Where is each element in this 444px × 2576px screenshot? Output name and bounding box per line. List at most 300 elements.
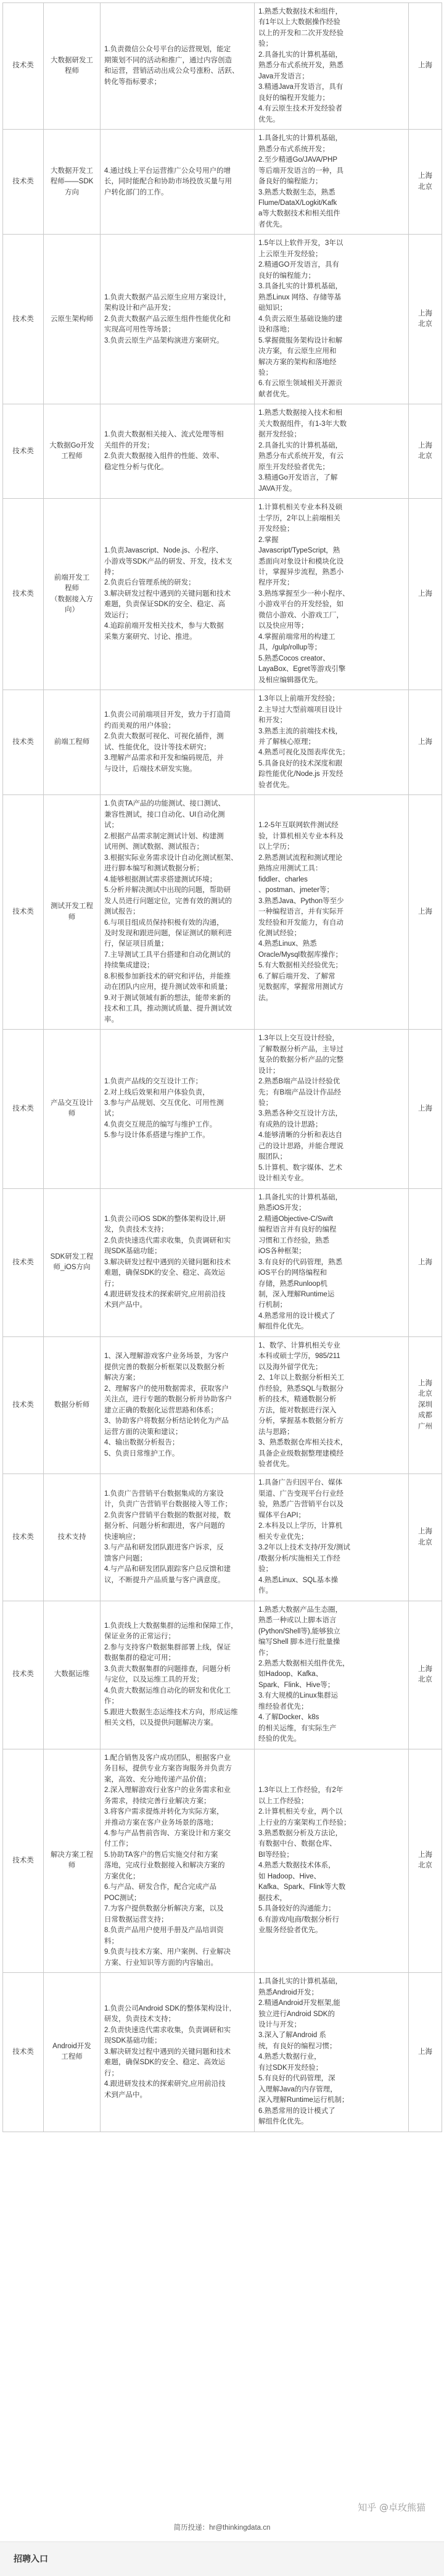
requirement-line: 业服务经验者优先。 [258, 1927, 323, 1935]
job-table-body [3, 3, 442, 2132]
requirement-line: 关大数据组件，有1-3年大数 [258, 420, 347, 428]
job-duties-cell [101, 1030, 255, 1189]
duty-line: 据分析、问题分析和跟进，客户问题的 [104, 1522, 225, 1530]
requirement-line: 3.有良好的代码管理，熟悉 [258, 1258, 343, 1266]
footer-top [0, 2483, 444, 2543]
job-duties-cell [101, 1973, 255, 2132]
duty-line: 3.解决研发过程中遇到的关键问题和技术 [104, 1258, 231, 1266]
job-title-cell [44, 404, 101, 499]
duty-line: 行； [104, 1280, 118, 1288]
job-duties-cell [101, 795, 255, 1030]
requirement-line: 小游戏平台的开发经验，如 [258, 601, 343, 609]
job-title-cell [44, 690, 101, 795]
job-location-cell [409, 1601, 442, 1749]
requirement-line: Oracle/Mysql数据库操作； [258, 951, 343, 959]
duty-line: 试、性能优化，设计等技术研究； [104, 743, 211, 751]
requirement-line: 法与思路； [258, 1428, 294, 1436]
requirement-line: 3.深入了解Android 系 [258, 2032, 326, 2040]
duty-line: 2.负责客户营销平台数据的数据对接，数 [104, 1511, 231, 1519]
job-duties-cell [101, 130, 255, 235]
job-row [3, 3, 442, 130]
requirement-line: 熟悉分布式系统开发； [258, 145, 329, 153]
requirement-line: 1.计算机相关专业本科及硕 [258, 504, 343, 512]
duty-line: 行，保证项目质量； [104, 940, 168, 948]
requirement-line: 5.具备良好的技术深度和跟 [258, 759, 343, 767]
duty-line: 1.负责公司Android SDK的整体架构设计, [104, 2004, 231, 2012]
job-title-line: 大数据Go开发 [49, 441, 94, 449]
job-title-line: 大数据开发工 [51, 167, 93, 175]
requirement-line: 士学历，2年以上前端相关 [258, 514, 340, 522]
duty-line: 解决方案； [104, 1374, 140, 1382]
requirement-line: 渠道、广告变现平台行业经 [258, 1490, 343, 1498]
job-row [3, 499, 442, 690]
job-title-cell [44, 1030, 101, 1189]
duty-line: 难题，负责保证SDK的安全、稳定、高 [104, 601, 226, 609]
duty-line: 2、理解客户的使用数据需求，获取客户 [104, 1385, 229, 1393]
duty-line: 与设计，后端技术研发实施。 [104, 765, 197, 773]
requirement-line: 1.2-5年互联网软件测试经 [258, 822, 339, 830]
requirement-line: 2.计算机相关专业，两个以 [258, 1808, 343, 1816]
requirement-line: 4.熟悉Linux、熟悉 [258, 940, 317, 948]
duty-line: 建立正确的数据化运营思路和体系； [104, 1406, 218, 1414]
requirement-line: 踪性能优化/Node.js 开发经 [258, 770, 343, 778]
requirement-line: 发经验和开发能力，有自动 [258, 919, 343, 927]
duty-line: 5.参与设计体系搭建与维护工作。 [104, 1132, 210, 1140]
requirement-line: LayaBox、Egret等游戏引擎 [258, 665, 346, 673]
duty-line: 案，高效、充分地传递产品价值； [104, 1775, 211, 1783]
job-title-cell [44, 1973, 101, 2132]
requirement-line: 析的技术，精通数据分析 [258, 1396, 337, 1404]
requirement-line: 有成熟的设计思路； [258, 1120, 323, 1128]
location-line: 北京 [418, 1676, 432, 1684]
requirement-line: 悉面向对象设计和模块化设 [258, 557, 343, 565]
requirement-line: 6.了解后端开发、了解常 [258, 972, 335, 980]
job-row [3, 1336, 442, 1474]
requirement-line: 如 Hadoop、Hive、 [258, 1872, 321, 1880]
job-title-line: （数据接入方 [51, 595, 93, 603]
duty-line: 付工作； [104, 1840, 133, 1848]
job-title-line: 程师 [65, 585, 79, 593]
duty-line: 测试报告； [104, 908, 140, 916]
duty-line: 1.负责产品线的交互设计工作； [104, 1078, 203, 1086]
duty-line: 2.负责快速迭代需求收集，负责调研和实 [104, 1236, 231, 1244]
job-title-line: 方向 [65, 188, 79, 196]
job-requirements-cell [255, 1973, 409, 2132]
duty-line: 4.能够根据测试需求搭建测试环境； [104, 875, 217, 883]
job-requirements-cell [255, 1188, 409, 1336]
job-title-line: 师 [68, 913, 76, 921]
requirement-line: 复杂的数据分析产品的完整 [258, 1056, 343, 1064]
job-title-cell [44, 1336, 101, 1474]
job-location-cell [409, 499, 442, 690]
duty-line: 1.负责大数据相关接入、流式处理等相 [104, 431, 224, 439]
duty-line: 1.负责公司iOS SDK的整体架构设计,研 [104, 1215, 226, 1223]
duty-line: 户转化部门的工作。 [104, 188, 168, 196]
requirement-line: 微信小游戏、小游戏工厂， [258, 611, 343, 619]
duty-line: 关组件的开发； [104, 441, 154, 449]
requirement-line: 计，掌握异步流程，熟悉小 [258, 568, 343, 576]
requirement-line: 据技术， [258, 1894, 287, 1902]
duty-line: 与定位，以及运维工具的开发； [104, 1676, 204, 1684]
duty-line: 3.负责云原生产品架构演进方案研究。 [104, 336, 224, 344]
duty-line: 3.解决研发过程中遇到的关键问题和技术 [104, 590, 231, 598]
job-requirements-cell [255, 1030, 409, 1189]
duty-line: 架构设计和产品开发； [104, 304, 175, 312]
job-title-line: 师 [68, 1862, 76, 1870]
location-line: 上海 [418, 2048, 432, 2056]
duty-line: 现SDK基础功能； [104, 1248, 162, 1256]
requirement-line: 媒体平台API； [258, 1511, 306, 1519]
requirement-line: 2.精通Android开发框架,能 [258, 1999, 340, 2007]
job-title-line: 工程师 [61, 452, 83, 461]
requirement-line: 6.有云原生领域相关开源贡 [258, 380, 343, 388]
duty-line: 长，同时能配合和协助市场投放买量与用 [104, 178, 232, 186]
duty-line: 术到产品中。 [104, 1301, 147, 1309]
requirement-line: a等大数据技术和相关组件 [258, 210, 340, 218]
job-category-cell: 技术类 [3, 1474, 44, 1601]
duty-line: 2.负责大数据接入组件的性能、效率、 [104, 452, 224, 461]
duty-line: 快速响应； [104, 1533, 140, 1541]
duty-line: 1.负责大数据产品云原生应用方案设计， [104, 293, 231, 301]
job-category-cell: 技术类 [3, 1749, 44, 1972]
requirement-line: 4.了解Docker、k8s [258, 1714, 319, 1722]
requirement-line: 了解数据分析产品，主导过 [258, 1045, 343, 1053]
job-location-cell [409, 795, 442, 1030]
requirement-line: 2.熟悉测试流程和测试理论 [258, 854, 343, 862]
requirement-line: 以及快应用等； [258, 622, 308, 630]
location-line: 北京 [418, 320, 432, 328]
duty-line: 兼容性测试，接口自动化、UI自动化测 [104, 811, 225, 819]
job-requirements-cell [255, 1601, 409, 1749]
duty-line: 6.与产品、研发合作，配合完成产品 [104, 1883, 217, 1891]
requirement-line: 己的设计思路，并能合理说 [258, 1142, 343, 1150]
job-requirements-cell [255, 3, 409, 130]
duty-line: 馈客户问题； [104, 1554, 147, 1562]
job-category-cell: 技术类 [3, 1336, 44, 1474]
requirement-line: 等后端开发语言的一种，具 [258, 167, 343, 175]
requirement-line: 2、1年以上数据分析相关工 [258, 1374, 345, 1382]
duty-line: 4.负责交互规范的编写与维护工作。 [104, 1120, 217, 1128]
requirement-line: 5.具备较好的沟通能力； [258, 1905, 335, 1913]
duty-line: 小游戏等SDK产品的研发、开发，技术支 [104, 557, 232, 565]
job-title-line: 解决方案工程 [51, 1851, 93, 1859]
requirement-line: iOS各种框架； [258, 1248, 306, 1256]
duty-line: 议，不断提升产品质量与客户满意度。 [104, 1576, 225, 1584]
recruitment-entry-link[interactable]: 招聘入口 [14, 2553, 48, 2564]
duty-line: 持续集成建设； [104, 962, 154, 970]
requirement-line: 作； [258, 1649, 273, 1657]
requirement-line: 具，/gulp/rollup等； [258, 644, 322, 652]
job-title-line: 大数据研发工 [51, 56, 93, 64]
requirement-line: 习惯和工作经验，熟悉 [258, 1236, 329, 1244]
requirement-line: 有过SDK开发经验； [258, 2064, 323, 2072]
duty-line: 2.负责大数据可视化、可视化插件，测 [104, 733, 224, 741]
requirement-line: 上行业的方案架构工作经验； [258, 1819, 351, 1827]
requirement-line: 良好的编程开发能力； [258, 94, 329, 102]
job-requirements-cell [255, 1749, 409, 1972]
job-location-cell [409, 235, 442, 404]
duty-line: 2.根据产品需求制定测试计划、构建测 [104, 832, 224, 840]
duty-line: 5.协助TA客户的售后实施交付和方案 [104, 1851, 218, 1859]
requirement-line: 以上工作经验； [258, 1797, 308, 1805]
duty-line: 4、输出数据分析报告； [104, 1439, 179, 1447]
requirement-line: 3.熟悉大数据生态，熟悉 [258, 188, 335, 196]
requirement-line: 3.具备扎实的计算机基础， [258, 283, 343, 291]
requirement-line: 统，有良好的编程习惯； [258, 2042, 337, 2050]
requirement-line: 3.熟悉各种交互设计方法， [258, 1110, 343, 1118]
duty-line: 4.追踪前端开发相关技术，参与大数据 [104, 622, 224, 630]
duty-line: 务需求，持续完善行业解决方案； [104, 1797, 211, 1805]
duty-line: 1.负责公司前端项目开发，致力于打造简 [104, 711, 231, 719]
requirement-line: 熟悉Android开发； [258, 1988, 319, 1996]
duty-line: 务目标，提供专业方案咨询服务并负责方 [104, 1765, 232, 1773]
job-row [3, 235, 442, 404]
job-duties-cell [101, 404, 255, 499]
duty-line: 2.深入理解游戏行业客户的业务需求和业 [104, 1786, 231, 1794]
requirement-line: 2.本科及以上学历，计算机 [258, 1522, 343, 1530]
requirement-line: BI等经验； [258, 1851, 294, 1859]
requirement-line: 5.熟悉Cocos creator、 [258, 654, 330, 662]
job-requirements-cell [255, 499, 409, 690]
location-line: 北京 [418, 452, 432, 461]
requirement-line: 1.熟悉大数据接入技术和相 [258, 409, 343, 417]
requirement-line: 良好的编程能力； [258, 272, 315, 280]
requirement-line: 并了解核心原理； [258, 738, 315, 746]
requirement-line: 3、熟悉数据仓库相关技术， [258, 1439, 348, 1447]
requirement-line: 献者优先。 [258, 390, 294, 398]
duty-line: 4.通过线上平台运营推广公众号用户的增 [104, 167, 231, 175]
job-table [2, 2, 442, 2132]
job-category-cell: 技术类 [3, 404, 44, 499]
job-title-line: SDK研发工程 [50, 1253, 94, 1261]
requirement-line: 1.熟悉大数据技术和组件， [258, 8, 343, 15]
job-title-line: 产品交互设计 [51, 1099, 93, 1107]
requirement-line: 解组件化优先。 [258, 1323, 308, 1331]
duty-line: 试； [104, 1110, 118, 1118]
requirement-line: 设和落地； [258, 326, 294, 334]
requirement-line: fiddler、charles [258, 875, 308, 883]
requirement-line: 2.精通Objective-C/Swift [258, 1215, 333, 1223]
duty-line: 术到产品中。 [104, 2091, 147, 2099]
duty-line: 3.根据实际业务需求设计自动化测试框架、 [104, 854, 238, 862]
job-duties-cell [101, 3, 255, 130]
requirement-line: 验； [258, 1099, 273, 1107]
requirement-line: 3.精通Go开发语言，了解 [258, 474, 338, 482]
duty-line: 发人员进行问题定位，完善有效的测试的 [104, 897, 232, 905]
requirement-line: 5.计算机、数字媒体、艺术 [258, 1164, 343, 1172]
duty-line: 实现高可用性等场景； [104, 326, 175, 334]
requirement-line: 熟悉分布式系统开发，熟悉 [258, 62, 343, 70]
job-title-line: 技术支持 [57, 1533, 86, 1541]
requirement-line: 验，计算机相关专业本科及 [258, 832, 343, 840]
requirement-line: 制，深入理解Runtime运 [258, 1290, 335, 1298]
requirement-line: 存储，熟悉Runloop机 [258, 1280, 327, 1288]
duty-line: 试用例、测试数据、测试报告； [104, 843, 204, 851]
requirement-line: 化测试经验； [258, 929, 301, 937]
requirement-line: 4.熟悉常用的设计模式了 [258, 1312, 335, 1320]
requirement-line: 验； [258, 1565, 273, 1574]
duty-line: 方案、行业知识等方面的内容输出。 [104, 1959, 218, 1967]
requirement-line: 备良好的编程能力； [258, 178, 323, 186]
job-location-cell [409, 1749, 442, 1972]
requirement-line: 1.具备扎实的计算机基础， [258, 135, 343, 143]
requirement-line: 编程语言并有良好的编程 [258, 1226, 337, 1234]
requirement-line: 2.熟悉大数据相关组件优先， [258, 1659, 350, 1667]
requirement-line: 3.熟悉主流的前端技术栈， [258, 727, 343, 735]
footer-bar [0, 2541, 444, 2576]
location-line: 深圳 [418, 1401, 432, 1409]
requirement-line: 设计相关专业。 [258, 1175, 308, 1183]
requirement-line: 1、数学、计算机相关专业 [258, 1341, 340, 1349]
duty-line: 关注点，进行专题的数据分析并协助客户 [104, 1396, 232, 1404]
requirement-line: 据开发经验； [258, 431, 301, 439]
requirement-line: 以及海外留学优先； [258, 1363, 323, 1371]
job-title-line: 师_iOS方向 [53, 1264, 91, 1272]
duty-line: 保证业务的正常运行； [104, 1633, 175, 1641]
duty-line: 效运行； [104, 611, 133, 619]
duty-line: 动在团队内应用，提升测试效率和质量； [104, 983, 232, 991]
duty-line: 1.负责TA产品的功能测试、接口测试、 [104, 800, 225, 808]
duty-line: 4.负责大数据运维自动化的研发和优化工 [104, 1686, 231, 1694]
location-line: 上海 [418, 1379, 432, 1387]
duty-line: 行； [104, 2069, 118, 2077]
requirement-line: 以上的开发和二次开发经验 [258, 29, 343, 37]
job-category-cell: 技术类 [3, 1973, 44, 2132]
job-location-cell [409, 130, 442, 235]
duty-line: 1.负责微信公众号平台的运营规划，能定 [104, 46, 231, 54]
requirement-line: 如Hadoop、Kafka、 [258, 1670, 323, 1678]
job-duties-cell [101, 499, 255, 690]
requirement-line: 深入理解Runtime运行机制； [258, 2096, 349, 2104]
requirement-line: 2.具备扎实的计算机基础， [258, 441, 343, 449]
requirement-line: 上云原生开发经验； [258, 250, 323, 258]
requirement-line: (Python/Shell等),能够独立 [258, 1627, 340, 1635]
job-duties-cell [101, 1749, 255, 1972]
duty-line: 4.跟进研发技术的探索研究,应用前沿技 [104, 1290, 226, 1298]
job-location-cell [409, 3, 442, 130]
requirement-line: 4.掌握前端常用的构建工 [258, 633, 335, 641]
requirement-line: 经验的优先。 [258, 1735, 301, 1743]
duty-line: 数据集群的稳定可用； [104, 1654, 175, 1662]
requirement-line: 4.熟悉Linux、SQL基本操 [258, 1576, 339, 1584]
job-category-cell: 技术类 [3, 235, 44, 404]
duty-line: 1、深入理解游戏客户业务场景，为客户 [104, 1353, 229, 1361]
duty-line: 作； [104, 1698, 118, 1706]
location-line: 上海 [418, 1258, 432, 1266]
duty-line: 3.参与产品规划、交互优化、可用性测 [104, 1099, 224, 1107]
job-title-line: 向） [65, 606, 79, 614]
requirement-line: 2.至少精通Go/JAVA/PHP [258, 156, 338, 164]
requirement-line: 者优先。 [258, 220, 287, 228]
requirement-line: 2.主导过大型前端项目设计 [258, 706, 343, 714]
requirement-line: 、postman、jmeter等； [258, 886, 334, 894]
location-line: 上海 [418, 590, 432, 598]
job-row [3, 1474, 442, 1601]
job-duties-cell [101, 1188, 255, 1336]
requirement-line: 本科或硕士学历，985/211 [258, 1353, 340, 1361]
requirement-line: 4.熟悉可视化及图表库优先； [258, 749, 350, 757]
duty-line: 相关文档，以及提供问题解决方案。 [104, 1719, 218, 1727]
requirement-line: 程序开发； [258, 579, 294, 587]
job-location-cell [409, 1973, 442, 2132]
duty-line: 3.解决研发过程中遇到的关键问题和技术 [104, 2048, 231, 2056]
duty-line: 8.积极参加新技术的研究和评估，并能推 [104, 972, 231, 980]
requirement-line: iOS平台的网络编程和 [258, 1269, 327, 1277]
job-category-cell: 技术类 [3, 690, 44, 795]
requirement-line: 验者优先。 [258, 1461, 294, 1468]
duty-line: 5、负责日常维护工作。 [104, 1449, 179, 1457]
requirement-line: 5.有良好的代码管理，深 [258, 2075, 335, 2083]
location-line: 上海 [418, 1528, 432, 1536]
duty-line: 1.配合销售及客户成功团队，根据客户业 [104, 1754, 231, 1762]
job-title-line: Android开发 [52, 2042, 91, 2050]
location-line: 上海 [418, 1851, 432, 1859]
job-row [3, 1601, 442, 1749]
duty-line: 2.负责后台管理系统的研发； [104, 579, 195, 587]
job-title-line: 数据分析师 [54, 1401, 90, 1409]
job-title-line: 大数据运维 [54, 1670, 90, 1678]
requirement-line: 础知识； [258, 304, 287, 312]
requirement-line: 5.掌握微服务架构设计和解 [258, 336, 343, 344]
requirement-line: 分析，掌握基本数据分析方 [258, 1417, 343, 1425]
job-row [3, 795, 442, 1030]
job-title-line: 前端开发工 [54, 573, 90, 581]
duty-line: 研发，负责技术支持； [104, 2015, 175, 2024]
job-duties-cell [101, 235, 255, 404]
location-line: 北京 [418, 1390, 432, 1398]
location-line: 上海 [418, 309, 432, 317]
requirement-line: 相关专业优先； [258, 1533, 308, 1541]
requirement-line: 维经验者优先； [258, 1703, 308, 1711]
job-duties-cell [101, 690, 255, 795]
requirement-line: 4.能够清晰的分析和表达自 [258, 1132, 343, 1140]
duty-line: 约而美观的用户体验； [104, 722, 175, 730]
requirement-line: Javascript/TypeScript，熟 [258, 547, 340, 555]
location-line: 北京 [418, 183, 432, 191]
requirement-line: 3.2年以上技术支持/开发/测试 [258, 1544, 350, 1552]
duty-line: 进行脚本编写和测试数据分析； [104, 865, 204, 873]
requirement-line: 2.精通GO开发语言，具有 [258, 261, 339, 269]
job-requirements-cell [255, 235, 409, 404]
job-category-cell: 技术类 [3, 499, 44, 690]
requirement-line: 的相关运维，有实际生产 [258, 1724, 337, 1732]
job-row [3, 1030, 442, 1189]
requirement-line: 入理解Java的内存管理， [258, 2085, 337, 2093]
requirement-line: 1.具备广告归因平台、媒体 [258, 1479, 343, 1487]
location-line: 上海 [418, 1104, 432, 1112]
duty-line: 9.对于测试领域有新的想法，能带来新的 [104, 994, 231, 1002]
job-row [3, 1749, 442, 1972]
duty-line: 8.负责产品用户使用手册及产品培训资 [104, 1927, 224, 1935]
job-category-cell: 技术类 [3, 130, 44, 235]
duty-line: 4.与产品和研发团队跟踪客户总反馈和建 [104, 1565, 231, 1574]
job-row [3, 404, 442, 499]
requirement-line: 验者优先。 [258, 781, 294, 789]
duty-line: 期策划不同的活动和推广，通过内容创造 [104, 56, 232, 64]
duty-line: 2.参与支持客户数据集群部署上线，保证 [104, 1643, 231, 1651]
requirement-line: 6.有游戏/电商/数据分析行 [258, 1915, 339, 1924]
duty-line: 3、协助客户将数据分析结论转化为产品 [104, 1417, 229, 1425]
job-title-cell [44, 795, 101, 1030]
location-line: 上海 [418, 908, 432, 916]
requirement-line: 1.3年以上交互设计经验， [258, 1035, 339, 1043]
job-duties-cell [101, 1474, 255, 1601]
job-row [3, 130, 442, 235]
duty-line: 试； [104, 822, 118, 830]
duty-line: 3.负责大数据集群的问题排查，问题分析 [104, 1665, 231, 1673]
requirement-line: 熟悉iOS开发； [258, 1204, 306, 1212]
requirement-line: 熟悉Linux 网络、存储等基 [258, 293, 342, 301]
